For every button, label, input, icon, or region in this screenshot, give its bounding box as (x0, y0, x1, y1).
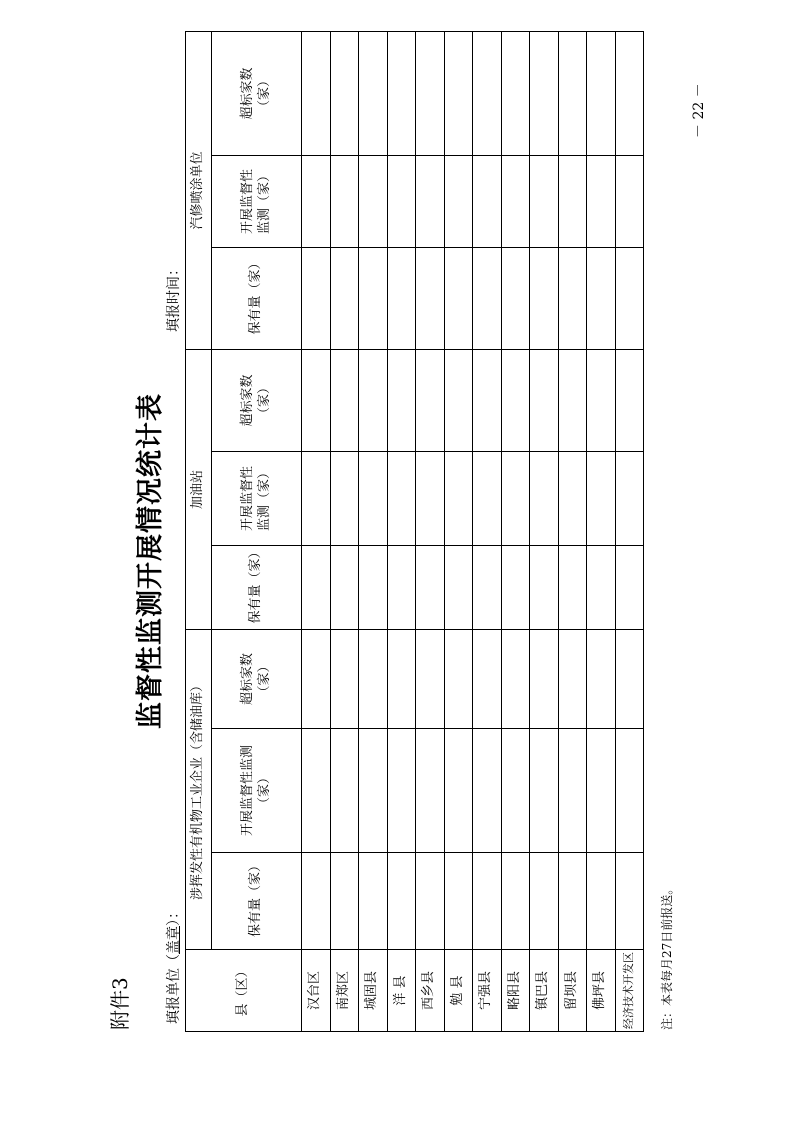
value-cell[interactable] (587, 629, 616, 728)
value-cell[interactable] (387, 545, 416, 629)
value-cell[interactable] (330, 247, 359, 349)
value-cell[interactable] (558, 31, 587, 155)
county-cell: 略阳县 (501, 950, 530, 1032)
value-cell[interactable] (587, 545, 616, 629)
table-row (330, 31, 359, 1031)
value-cell[interactable] (387, 853, 416, 950)
county-cell: 汉台区 (302, 950, 331, 1032)
value-cell[interactable] (359, 451, 388, 545)
value-cell[interactable] (473, 31, 502, 155)
value-cell[interactable] (444, 853, 473, 950)
value-cell[interactable] (444, 349, 473, 451)
value-cell[interactable] (473, 545, 502, 629)
col-header-text: 开展监督性监测（家） (239, 745, 272, 837)
table-row (387, 31, 416, 1031)
county-cell: 镇巴县 (530, 950, 559, 1032)
table-row (530, 31, 559, 1031)
value-cell[interactable] (416, 31, 445, 155)
value-cell[interactable] (587, 729, 616, 853)
value-cell[interactable] (416, 729, 445, 853)
county-cell: 勉 县 (444, 950, 473, 1032)
value-cell[interactable] (587, 155, 616, 247)
value-cell[interactable] (359, 545, 388, 629)
value-cell[interactable] (302, 31, 331, 155)
value-cell[interactable] (558, 729, 587, 853)
county-cell: 南郑区 (330, 950, 359, 1032)
value-cell[interactable] (473, 155, 502, 247)
col-header-text: 保有量（家） (248, 858, 264, 937)
value-cell[interactable] (444, 247, 473, 349)
value-cell[interactable] (558, 247, 587, 349)
value-cell[interactable] (302, 545, 331, 629)
value-cell[interactable] (444, 155, 473, 247)
value-cell[interactable] (530, 729, 559, 853)
table-row (444, 31, 473, 1031)
value-cell[interactable] (387, 31, 416, 155)
col-header (212, 451, 302, 545)
value-cell[interactable] (587, 853, 616, 950)
value-cell[interactable] (359, 155, 388, 247)
value-cell[interactable] (359, 247, 388, 349)
value-cell[interactable] (302, 155, 331, 247)
value-cell[interactable] (501, 629, 530, 728)
value-cell[interactable] (387, 155, 416, 247)
value-cell[interactable] (416, 545, 445, 629)
value-cell[interactable] (501, 247, 530, 349)
value-cell[interactable] (530, 545, 559, 629)
value-cell[interactable] (473, 729, 502, 853)
col-header-text: 开展监督性监测（家） (239, 168, 272, 234)
value-cell[interactable] (330, 545, 359, 629)
value-cell[interactable] (501, 729, 530, 853)
col-header-text: 超标家数（家） (239, 653, 272, 706)
value-cell[interactable] (615, 247, 644, 349)
col-header (212, 31, 302, 155)
value-cell[interactable] (444, 545, 473, 629)
fill-unit-stamp: 盖章 (166, 926, 182, 954)
value-cell[interactable] (530, 349, 559, 451)
footnote: 注：本表每月27日前报送。 (660, 882, 674, 1030)
value-cell[interactable] (615, 349, 644, 451)
value-cell[interactable] (501, 31, 530, 155)
value-cell[interactable] (587, 247, 616, 349)
value-cell[interactable] (558, 853, 587, 950)
value-cell[interactable] (444, 629, 473, 728)
value-cell[interactable] (530, 853, 559, 950)
fill-unit-label (163, 905, 183, 1024)
value-cell[interactable] (501, 349, 530, 451)
value-cell[interactable] (359, 853, 388, 950)
value-cell[interactable] (501, 545, 530, 629)
value-cell[interactable] (558, 349, 587, 451)
value-cell[interactable] (330, 155, 359, 247)
county-cell: 留坝县 (558, 950, 587, 1032)
table-row (615, 31, 644, 1031)
county-header: 县（区） (186, 950, 302, 1032)
group-header-gas-station: 加油站 (186, 349, 212, 629)
value-cell[interactable] (330, 629, 359, 728)
table-row (302, 31, 331, 1031)
page-number: － 22 － (691, 83, 707, 138)
col-header (212, 155, 302, 247)
value-cell[interactable] (387, 729, 416, 853)
value-cell[interactable] (330, 31, 359, 155)
col-header-text: 超标家数（家） (239, 374, 272, 427)
value-cell[interactable] (558, 545, 587, 629)
value-cell[interactable] (473, 853, 502, 950)
county-cell: 经济技术开发区 (615, 950, 644, 1032)
col-header (212, 853, 302, 950)
value-cell[interactable] (501, 853, 530, 950)
value-cell[interactable] (444, 31, 473, 155)
value-cell[interactable] (302, 451, 331, 545)
value-cell[interactable] (615, 31, 644, 155)
value-cell[interactable] (558, 451, 587, 545)
value-cell[interactable] (416, 349, 445, 451)
value-cell[interactable] (416, 451, 445, 545)
value-cell[interactable] (530, 451, 559, 545)
table-row (473, 31, 502, 1031)
county-cell: 洋 县 (387, 950, 416, 1032)
county-cell: 西乡县 (416, 950, 445, 1032)
value-cell[interactable] (416, 247, 445, 349)
value-cell[interactable] (558, 155, 587, 247)
value-cell[interactable] (615, 155, 644, 247)
value-cell[interactable] (473, 629, 502, 728)
value-cell[interactable] (615, 451, 644, 545)
value-cell[interactable] (587, 349, 616, 451)
value-cell[interactable] (387, 247, 416, 349)
value-cell[interactable] (615, 729, 644, 853)
value-cell[interactable] (444, 729, 473, 853)
value-cell[interactable] (359, 729, 388, 853)
table-row (558, 31, 587, 1031)
value-cell[interactable] (615, 629, 644, 728)
value-cell[interactable] (416, 853, 445, 950)
value-cell[interactable] (359, 349, 388, 451)
value-cell[interactable] (302, 629, 331, 728)
attachment-label: 附件3 (108, 977, 132, 1030)
value-cell[interactable] (302, 729, 331, 853)
fill-time-label: 填报时间： (166, 262, 182, 332)
value-cell[interactable] (530, 247, 559, 349)
value-cell[interactable] (615, 545, 644, 629)
fill-unit-prefix: 填报单位（ (166, 954, 182, 1024)
value-cell[interactable] (330, 451, 359, 545)
value-cell[interactable] (359, 31, 388, 155)
value-cell[interactable] (587, 451, 616, 545)
value-cell[interactable] (387, 629, 416, 728)
col-header-text: 保有量（家） (248, 545, 264, 624)
col-header-text: 超标家数（家） (239, 67, 272, 120)
value-cell[interactable] (302, 247, 331, 349)
value-cell[interactable] (387, 451, 416, 545)
value-cell[interactable] (330, 729, 359, 853)
value-cell[interactable] (501, 451, 530, 545)
value-cell[interactable] (444, 451, 473, 545)
value-cell[interactable] (530, 629, 559, 728)
value-cell[interactable] (302, 853, 331, 950)
table-row (359, 31, 388, 1031)
fill-unit-suffix: ）： (166, 905, 182, 926)
value-cell[interactable] (416, 629, 445, 728)
value-cell[interactable] (473, 247, 502, 349)
value-cell[interactable] (416, 155, 445, 247)
value-cell[interactable] (558, 629, 587, 728)
value-cell[interactable] (530, 155, 559, 247)
value-cell[interactable] (473, 349, 502, 451)
value-cell[interactable] (330, 349, 359, 451)
county-cell: 佛坪县 (587, 950, 616, 1032)
table-row (501, 31, 530, 1031)
value-cell[interactable] (302, 349, 331, 451)
value-cell[interactable] (330, 853, 359, 950)
county-cell: 宁强县 (473, 950, 502, 1032)
group-header-industry: 涉挥发性有机物工业企业（含储油库） (186, 629, 212, 949)
value-cell[interactable] (530, 31, 559, 155)
col-header-text: 保有量（家） (248, 256, 264, 335)
value-cell[interactable] (615, 853, 644, 950)
table-row (416, 31, 445, 1031)
group-header-auto-repair: 汽修喷涂单位 (186, 31, 212, 349)
col-header (212, 247, 302, 349)
value-cell[interactable] (501, 155, 530, 247)
col-header (212, 545, 302, 629)
col-header-text: 开展监督性监测（家） (239, 465, 272, 531)
value-cell[interactable] (587, 31, 616, 155)
table-row (587, 31, 616, 1031)
statistics-table (185, 31, 644, 1032)
value-cell[interactable] (473, 451, 502, 545)
col-header (212, 729, 302, 853)
value-cell[interactable] (387, 349, 416, 451)
col-header (212, 349, 302, 451)
value-cell[interactable] (359, 629, 388, 728)
page-title: 监督性监测开展情况统计表 (135, 393, 166, 729)
col-header (212, 629, 302, 728)
county-cell: 城固县 (359, 950, 388, 1032)
